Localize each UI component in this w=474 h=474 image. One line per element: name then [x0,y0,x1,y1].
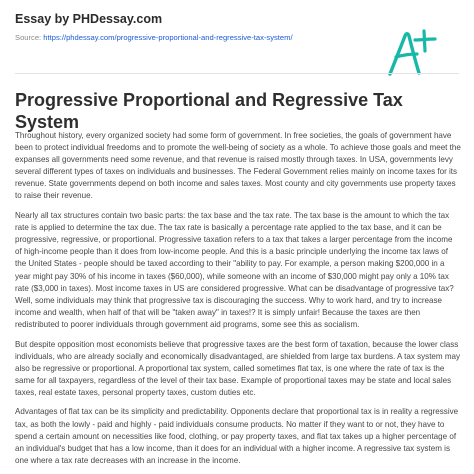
paragraph: Advantages of flat tax can be its simplicity and predictability. Opponents declare that proportional tax is in reality a regressive tax, as both the lowly - paid and highly - paid individuals consume products. No matter if they want to or not, they have to spend a certain amount on necessities like food, clothing, or pay property taxes, and flat tax takes up a higher percentage of an individual's budget that has a low income, than it does for an individual with a higher income. A regressive tax system is one where a tax rate decreases with an increase in the income. [15,407,459,465]
site-brand[interactable]: Essay by PHDessay.com [15,12,163,26]
source-link[interactable]: https://phdessay.com/progressive-proportional-and-regressive-tax-system/ [43,33,293,42]
paragraph: Nearly all tax structures contain two basic parts: the tax base and the tax rate. The tax base is the amount to which the tax rate is applied to determine the tax due. The tax rate is basically a percentage rate applied to the tax base, and it can be progressive, regressive, or proportional. Progressive taxation refers to a tax that takes a larger percentage from the income of high-income people than it does from low-income people. And this is a basic principle underlying the income tax laws of the United States - people should be taxed according to their "ability to pay. For example, a person making $200,000 in a year might pay 30% of his income in taxes ($60,000), while someone with an income of $30,000 might pay only a 10% tax rate ($3,000 in taxes). Most income taxes in US are considered progressive. What can be disadvantage of progressive tax? Well, some individuals may think that progressive tax is discouraging the success. Why to work hard, and try to increase income and wealth, when half of that will be "taken away" in taxes!? It is simply unfair! Because the taxes are then redistributed to poorer individuals through government aid programs, some see this as socialism. [15,211,454,329]
paragraph: But despite opposition most economists believe that progressive taxes are the best form of taxation, because the lower class individuals, who are already socially and economically disadvantaged, are shielded from large tax burdens. A tax system may also be regressive or proportional. A proportional tax system, called sometimes flat tax, is one where the rate of tax is the same for all taxpayers, regardless of the level of their tax base. Example of proportional taxes may be state and local sales taxes, real estate taxes, personal property taxes, custom duties etc. [15,339,461,397]
source-label: Source: [15,33,44,42]
a-plus-icon [384,24,440,80]
article-body [15,130,461,474]
header-divider [15,73,459,74]
page-title: Progressive Proportional and Regressive Tax System [15,90,403,132]
paragraph: Throughout history, every organized society had some form of government. In free societies, the goals of government have been to protect individual freedoms and to promote the well-being of society as a whole. To achieve those goals and meet the expanses all governments need some revenue, and that revenue is raised mostly through taxes. In USA, governments levy several different types of taxes on individuals and businesses. The Federal Government relies mainly on income taxes for its revenue. State governments depend on both income and sales taxes. Most county and city governments use property taxes to raise their revenue. [15,131,461,201]
